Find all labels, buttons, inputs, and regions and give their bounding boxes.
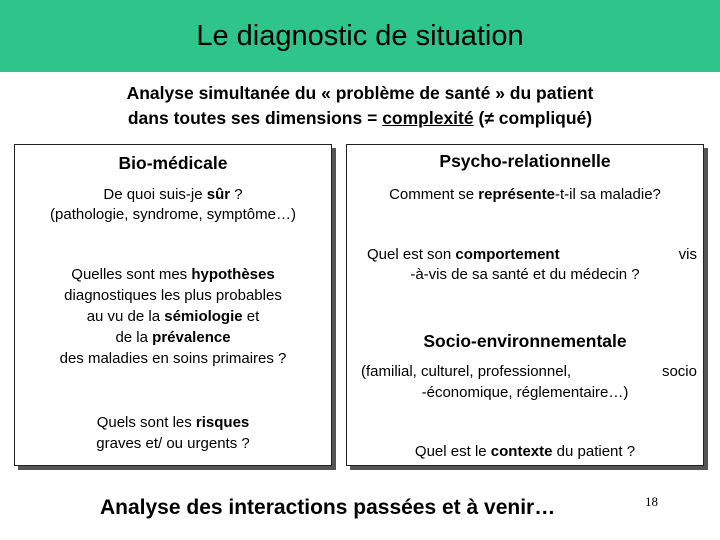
context-details-line-1-post: socio xyxy=(661,363,697,380)
context-details-line-2: -économique, réglementaire…) xyxy=(421,384,629,401)
hypotheses-line-3-pre: au vu de la xyxy=(86,308,165,325)
title-bar xyxy=(0,0,720,72)
certainty-examples: (pathologie, syndrome, symptôme…) xyxy=(50,206,296,223)
intro-line-1: Analyse simultanée du « problème de santé » du patient xyxy=(126,83,594,103)
hypotheses-line-3 xyxy=(15,307,331,327)
psycho-relational-heading: Psycho-relationnelle xyxy=(439,151,611,171)
certainty-question-pre: De quoi suis-je xyxy=(103,186,207,203)
risks-line-1-pre: Quels sont les xyxy=(96,414,196,431)
risks-line-1 xyxy=(15,413,331,433)
bio-medical-heading: Bio-médicale xyxy=(118,153,228,173)
context-details-line-1 xyxy=(361,362,697,382)
psycho-socio-box xyxy=(346,144,704,466)
context-question-pre: Quel est le xyxy=(414,443,491,460)
intro-line-2-pre: dans toutes ses dimensions = xyxy=(127,108,383,128)
representation-question-post: -t-il sa maladie? xyxy=(555,186,661,203)
intro-line-2-post: (≠ compliqué) xyxy=(473,108,593,128)
certainty-keyword: sûr xyxy=(206,186,231,203)
hypotheses-line-4-pre: de la xyxy=(115,329,153,346)
hypotheses-line-4 xyxy=(15,328,331,348)
bio-medical-box xyxy=(14,144,332,466)
certainty-question-post: ? xyxy=(230,186,243,203)
certainty-question xyxy=(15,185,331,205)
prevalence-keyword: prévalence xyxy=(152,329,231,346)
hypotheses-line-3-post: et xyxy=(242,308,260,325)
hypotheses-line-1-pre: Quelles sont mes xyxy=(71,266,192,283)
representation-question xyxy=(355,185,695,205)
semiology-keyword: sémiologie xyxy=(164,308,243,325)
slide-title: Le diagnostic de situation xyxy=(196,19,524,52)
behaviour-line-1-post: vis xyxy=(678,246,697,263)
representation-keyword: représente xyxy=(478,186,556,203)
hypotheses-line-2: diagnostiques les plus probables xyxy=(64,287,282,304)
behaviour-line-1 xyxy=(367,245,697,265)
intro-line-2 xyxy=(0,106,720,131)
context-question-post: du patient ? xyxy=(552,443,636,460)
behaviour-keyword: comportement xyxy=(455,246,560,263)
behaviour-line-1-pre: Quel est son xyxy=(367,246,456,263)
representation-question-pre: Comment se xyxy=(389,186,479,203)
behaviour-line-1-main xyxy=(367,245,560,265)
page-number: 18 xyxy=(645,494,658,509)
risks-line-2: graves et/ ou urgents ? xyxy=(96,435,250,452)
footer-conclusion: Analyse des interactions passées et à venir… xyxy=(100,496,556,519)
context-details-line-1-pre: (familial, culturel, professionnel, xyxy=(361,363,572,380)
context-keyword: contexte xyxy=(490,443,553,460)
risks-keyword: risques xyxy=(195,414,250,431)
hypotheses-line-1 xyxy=(15,265,331,285)
hypotheses-keyword: hypothèses xyxy=(191,266,275,283)
behaviour-line-2: -à-vis de sa santé et du médecin ? xyxy=(410,266,640,283)
socio-environmental-heading: Socio-environnementale xyxy=(423,331,627,351)
hypotheses-line-5: des maladies en soins primaires ? xyxy=(59,350,287,367)
complexity-term: complexité xyxy=(382,108,474,128)
context-question xyxy=(355,442,695,462)
